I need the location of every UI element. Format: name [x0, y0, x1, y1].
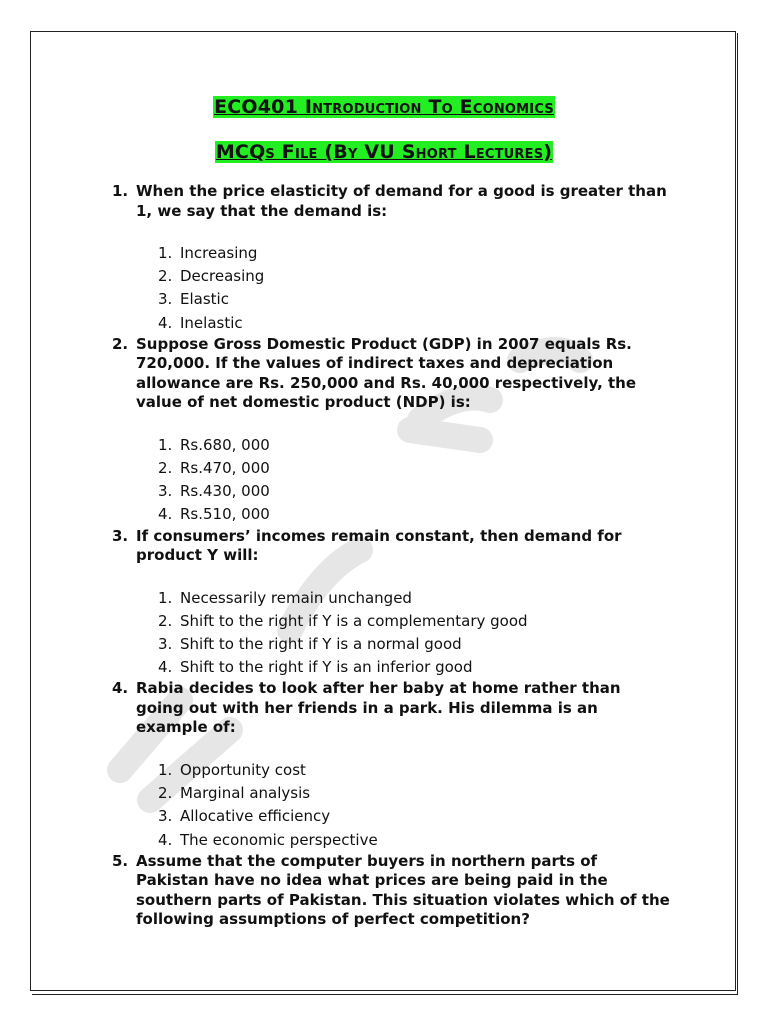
question-item: [112, 182, 672, 335]
question-item: [112, 335, 672, 527]
option-number: 4.: [158, 830, 173, 849]
document-subtitle: [0, 141, 768, 163]
option-item: [158, 434, 672, 457]
option-number: 4.: [158, 313, 173, 332]
option-number: 2.: [158, 611, 173, 630]
option-item: [158, 656, 672, 679]
option-number: 2.: [158, 459, 173, 478]
question-text: Rabia decides to look after her baby at home rather than going out with her friends in a park. His dilemma is an example of:: [136, 679, 621, 737]
option-number: 4.: [158, 658, 173, 677]
option-item: [158, 503, 672, 526]
option-item: [158, 288, 672, 311]
option-text: Rs.510, 000: [180, 505, 270, 524]
option-item: [158, 480, 672, 503]
document-subtitle-text: MCQs File (By VU Short Lectures): [215, 141, 553, 163]
option-text: Opportunity cost: [180, 760, 306, 779]
option-item: [158, 829, 672, 852]
option-list: [136, 221, 672, 335]
option-item: [158, 312, 672, 335]
option-item: [158, 633, 672, 656]
question-text: If consumers’ incomes remain constant, then demand for product Y will:: [136, 526, 622, 565]
option-text: Shift to the right if Y is an inferior good: [180, 658, 473, 677]
option-item: [158, 242, 672, 265]
option-text: Rs.470, 000: [180, 459, 270, 478]
option-list: [136, 413, 672, 527]
question-number: 5.: [112, 851, 129, 870]
question-list: [112, 182, 672, 930]
option-number: 3.: [158, 635, 173, 654]
option-number: 1.: [158, 244, 173, 262]
option-list: [136, 566, 672, 680]
option-item: [158, 265, 672, 288]
option-text: Rs.430, 000: [180, 482, 270, 501]
document-title: [0, 96, 768, 118]
option-text: Necessarily remain unchanged: [180, 588, 412, 607]
question-number: 2.: [112, 334, 129, 353]
question-text: When the price elasticity of demand for a good is greater than 1, we say that the demand is:: [136, 182, 667, 220]
option-item: [158, 782, 672, 805]
option-text: Inelastic: [180, 313, 243, 332]
question-text: Suppose Gross Domestic Product (GDP) in 2007 equals Rs. 720,000. If the values of indirect taxes and depreciation allowance are Rs. 250,000 and Rs. 40,000 respectively, the value of net domestic product (NDP) is:: [136, 334, 637, 412]
option-number: 1.: [158, 588, 173, 607]
option-number: 4.: [158, 505, 173, 524]
option-number: 1.: [158, 760, 173, 779]
option-list: [136, 738, 672, 852]
question-number: 1.: [112, 182, 129, 200]
question-item: [112, 527, 672, 680]
option-item: [158, 587, 672, 610]
option-item: [158, 610, 672, 633]
option-number: 2.: [158, 784, 173, 803]
option-text: Shift to the right if Y is a normal good: [180, 635, 462, 654]
option-text: The economic perspective: [180, 830, 378, 849]
option-number: 3.: [158, 807, 173, 826]
option-text: Elastic: [180, 290, 229, 309]
question-number: 3.: [112, 526, 129, 545]
option-text: Increasing: [180, 244, 258, 262]
option-text: Marginal analysis: [180, 784, 311, 803]
question-item: [112, 679, 672, 851]
option-number: 1.: [158, 435, 173, 454]
option-number: 3.: [158, 482, 173, 501]
option-number: 2.: [158, 267, 173, 286]
question-text: Assume that the computer buyers in northern parts of Pakistan have no idea what prices are being paid in the southern parts of Pakistan. This situation violates which of the following assumptions of perfect competition?: [136, 851, 670, 929]
question-item: [112, 852, 672, 930]
option-text: Decreasing: [180, 267, 265, 286]
option-text: Allocative efficiency: [180, 807, 331, 826]
option-item: [158, 759, 672, 782]
option-text: Shift to the right if Y is a complementary good: [180, 611, 528, 630]
option-item: [158, 805, 672, 828]
option-item: [158, 457, 672, 480]
option-text: Rs.680, 000: [180, 435, 270, 454]
option-number: 3.: [158, 290, 173, 309]
document-title-text: ECO401 Introduction To Economics: [214, 96, 554, 118]
question-number: 4.: [112, 679, 129, 698]
